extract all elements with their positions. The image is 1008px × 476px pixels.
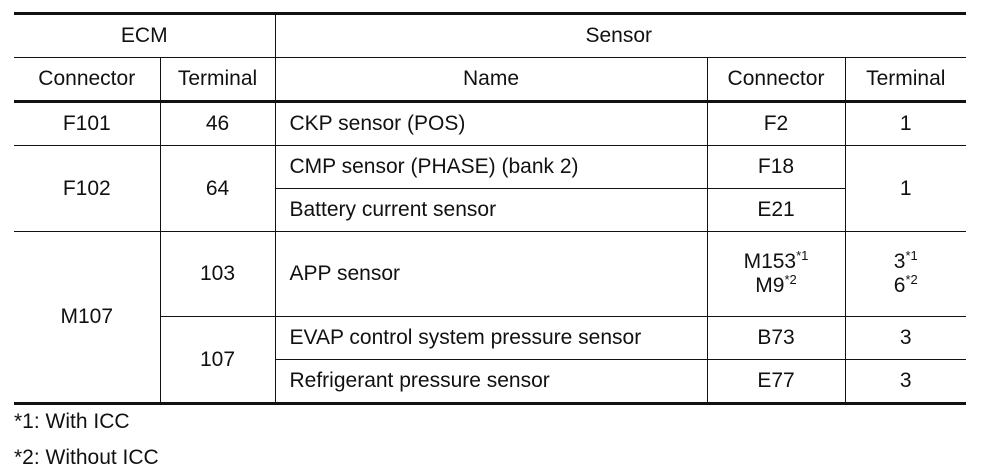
sensor-connector-header: Connector [707,58,845,102]
sensor-name-cell: Battery current sensor [275,189,707,232]
footnote-mark: *1 [796,248,809,263]
ecm-connector-cell: M107 [14,232,160,404]
sensor-terminal-cell: 3 [845,317,966,360]
table-row [14,232,966,317]
sensor-connector-cell: F2 [707,102,845,146]
ecm-terminal-cell: 107 [160,317,275,404]
connector-value-2: M9$^{*2}$ [755,272,797,297]
sensor-terminal-cell: 3 [845,360,966,404]
sensor-header: Sensor [275,14,966,58]
sensor-connector-cell: E21 [707,189,845,232]
ecm-connector-cell: F102 [14,146,160,232]
sensor-connector-cell: F18 [707,146,845,189]
terminal-value-2: 6$^{*2}$ [893,272,918,297]
footnote-mark: *1 [905,248,918,263]
terminal-value-1: 3$^{*1}$ [893,248,918,273]
footnotes [14,404,159,476]
sensor-terminal-cell: 1 [845,102,966,146]
sensor-terminal-cell [845,232,966,317]
sensor-name-cell: EVAP control system pressure sensor [275,317,707,360]
ecm-header: ECM [14,14,275,58]
ecm-terminal-cell: 46 [160,102,275,146]
ecm-terminal-cell: 64 [160,146,275,232]
sensor-name-cell: CKP sensor (POS) [275,102,707,146]
connector-value-1: M153$^{*1}$ [743,248,809,273]
footnote-2: *2: Without ICC [14,446,159,469]
table-row [14,102,966,146]
sensor-name-cell: Refrigerant pressure sensor [275,360,707,404]
footnote-mark: *2 [784,272,797,287]
connector-table [14,12,966,405]
sensor-name-cell: APP sensor [275,232,707,317]
ecm-terminal-cell: 103 [160,232,275,317]
sensor-connector-cell: B73 [707,317,845,360]
sensor-name-cell: CMP sensor (PHASE) (bank 2) [275,146,707,189]
sensor-terminal-cell: 1 [845,146,966,232]
table-row [14,146,966,189]
ecm-connector-header: Connector [14,58,160,102]
ecm-terminal-header: Terminal [160,58,275,102]
ecm-connector-cell: F101 [14,102,160,146]
sensor-connector-cell [707,232,845,317]
sensor-name-header: Name [275,58,707,102]
footnote-1: *1: With ICC [14,410,130,433]
footnote-mark: *2 [905,272,918,287]
sensor-connector-cell: E77 [707,360,845,404]
sensor-terminal-header: Terminal [845,58,966,102]
